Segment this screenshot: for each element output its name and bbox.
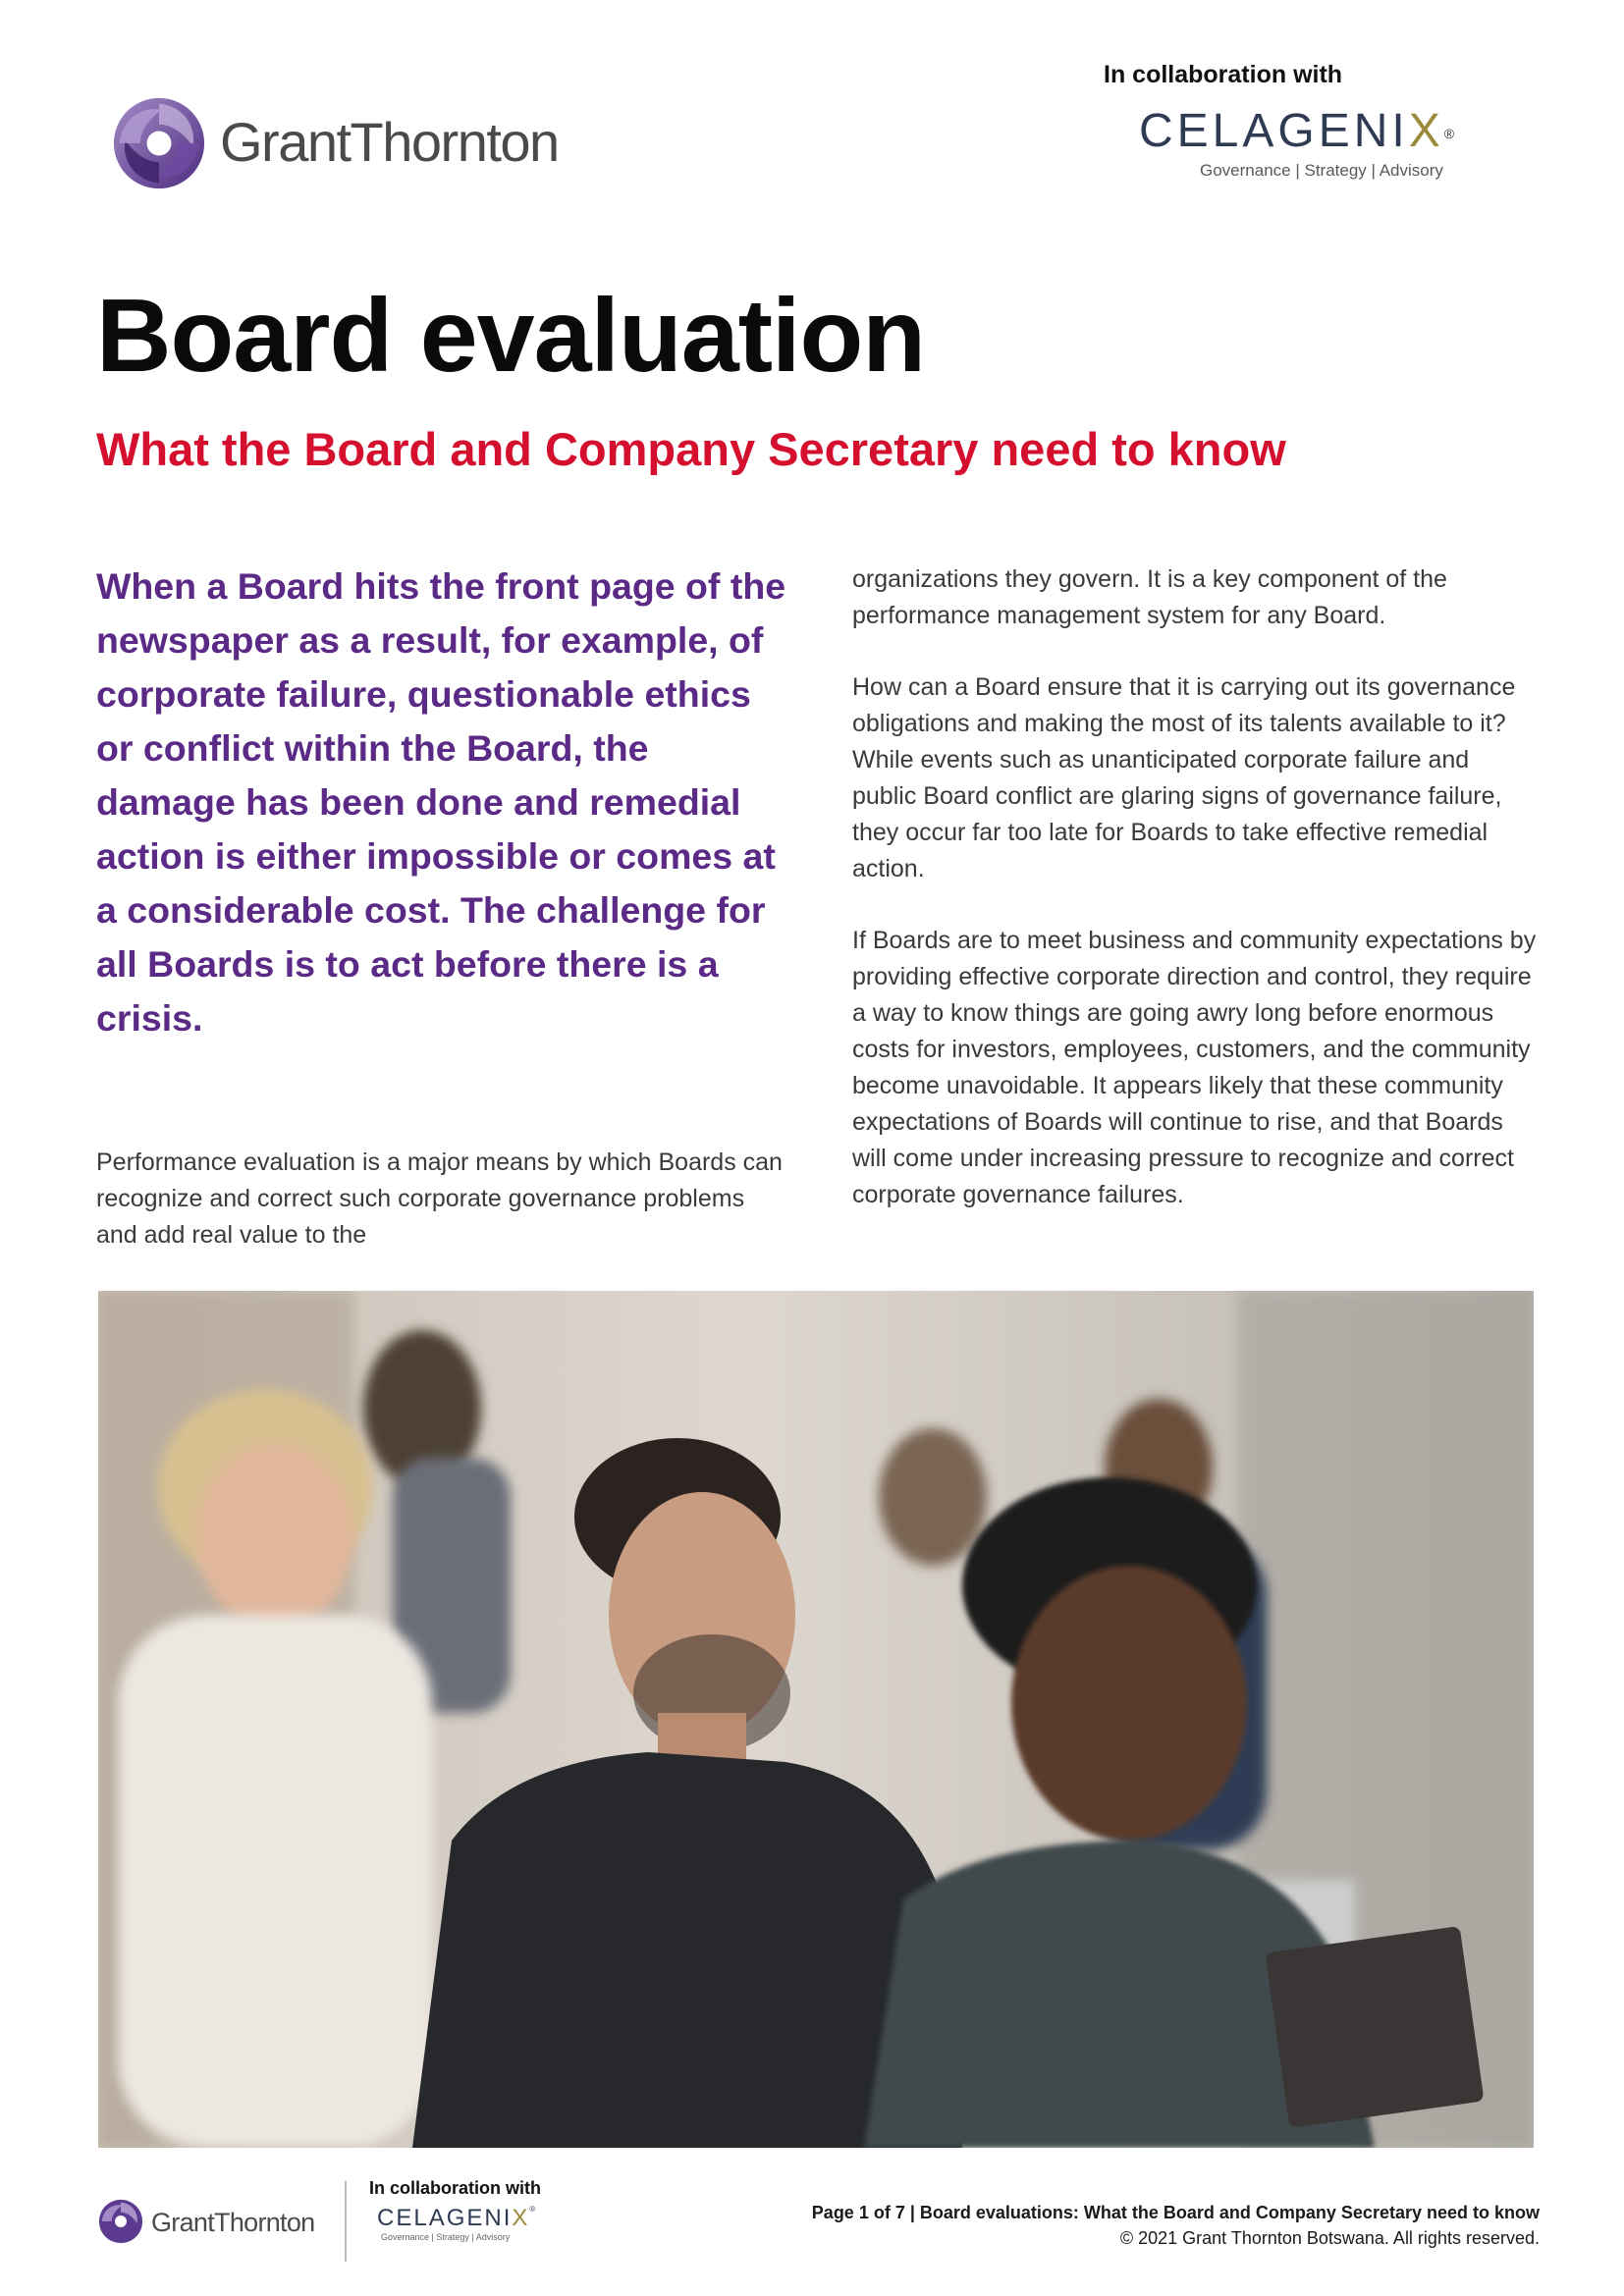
meeting-photo-illustration <box>98 1291 1534 2148</box>
footer-collaboration-label: In collaboration with <box>369 2178 541 2198</box>
footer-celagenix-logo <box>377 2205 573 2242</box>
meeting-photo <box>98 1291 1534 2148</box>
celagenix-tagline: Governance | Strategy | Advisory <box>1200 161 1443 180</box>
footer-grant-thornton-wordmark: GrantThornton <box>151 2208 315 2237</box>
grant-thornton-logo <box>112 96 623 190</box>
footer-celagenix-wordmark <box>377 2205 573 2232</box>
grant-thornton-swirl-icon <box>112 96 206 190</box>
body-paragraph-left: Performance evaluation is a major means by which Boards can recognize and correct such corporate governance problems and add real value to the <box>96 1148 783 1249</box>
grant-thornton-wordmark: GrantThornton <box>220 111 559 173</box>
celagenix-wordmark-text: CELAGENI <box>1139 105 1409 157</box>
page-subtitle: What the Board and Company Secretary need to know <box>96 423 1286 475</box>
registered-mark: ® <box>1443 126 1455 141</box>
footer-celagenix-tagline: Governance | Strategy | Advisory <box>381 2232 511 2242</box>
footer-grant-thornton-logo <box>98 2199 334 2248</box>
body-paragraph-right-3: If Boards are to meet business and community expectations by providing effective corporate direction and control, they require a way to know things are going awry long before enormous costs for investors, employees, customers, and the community become unavoidable. It appears likely that these community expectations of Boards will continue to rise, and that Boards will come under increasing pressure to recognize and correct corporate governance failures. <box>852 927 1537 1208</box>
footer-registered-mark: ® <box>529 2205 536 2214</box>
lead-paragraph: When a Board hits the front page of the newspaper as a result, for example, of corporate failure, questionable ethics or conflict within the Board, the damage has been done and remedial action is either impossible or comes at a considerable cost. The challenge for all Boards is to act before there is a crisis. <box>96 565 786 1039</box>
body-paragraph-right-2: How can a Board ensure that it is carrying out its governance obligations and making the most of its talents available to it? While events such as unanticipated corporate failure and public Board conflict are glaring signs of governance failure, they occur far too late for Boards to take effective remedial action. <box>852 673 1516 882</box>
celagenix-wordmark <box>1139 105 1512 157</box>
footer-page-info: Page 1 of 7 | Board evaluations: What the Board and Company Secretary need to know <box>811 2203 1540 2222</box>
collaboration-label: In collaboration with <box>1104 61 1343 88</box>
page-title: Board evaluation <box>96 278 925 394</box>
footer-celagenix-x-mark: X <box>512 2205 530 2231</box>
footer-copyright: © 2021 Grant Thornton Botswana. All rights reserved. <box>1119 2228 1540 2248</box>
celagenix-x-mark: X <box>1408 105 1444 157</box>
grant-thornton-swirl-icon <box>98 2199 143 2244</box>
celagenix-logo <box>1139 105 1512 187</box>
footer-celagenix-text: CELAGENI <box>377 2205 513 2231</box>
footer-divider <box>345 2181 347 2262</box>
body-paragraph-right-1: organizations they govern. It is a key component of the performance management system for any Board. <box>852 565 1447 629</box>
